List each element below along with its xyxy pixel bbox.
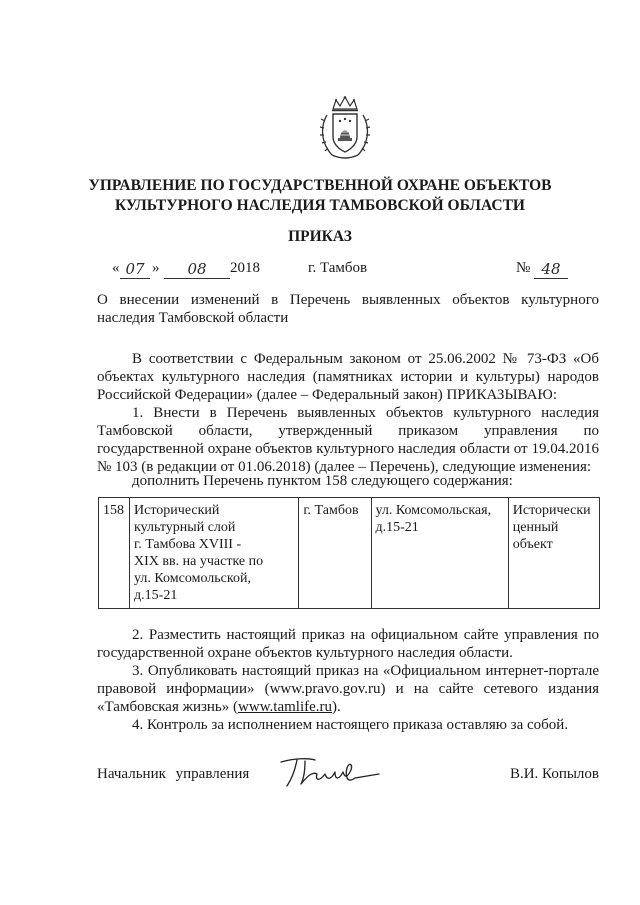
cell-object-name [130,498,299,609]
date-month: 08 [164,260,230,279]
date-number-line [112,260,596,280]
item-1-paragraph: 1. Внести в Перечень выявленных объектов культурного наследия Тамбовской области, утвержденный приказом управления по государственной охране объектов культурного наследия области от 19.04.2016 № 103 (в редакции от 01.06.2018) (далее – Перечень), следующие изменения: [97,405,599,475]
cell-city: г. Тамбов [299,498,371,609]
item-4-paragraph: 4. Контроль за исполнением настоящего приказа оставляю за собой. [132,717,569,733]
signature-block [97,766,599,786]
tamlife-link[interactable]: www.tamlife.ru [238,699,333,715]
signer-position: Начальник управления [97,766,250,782]
order-number: 48 [534,260,568,279]
date-year: 2018 [230,260,260,276]
table-row [99,498,600,609]
organization-name-line1: УПРАВЛЕНИЕ ПО ГОСУДАРСТВЕННОЙ ОХРАНЕ ОБЪЕКТОВ [88,177,552,194]
number-label: № [516,260,531,276]
item-2-paragraph: 2. Разместить настоящий приказ на официальном сайте управления по государственной охране объектов культурного наследия области. [97,627,599,661]
preamble-paragraph: В соответствии с Федеральным законом от 25.06.2002 № 73-ФЗ «Об объектах культурного наследия (памятниках истории и культуры) народов Российской Федерации» (далее – Федеральный закон) ПРИКАЗЫВАЮ: [97,351,599,403]
category-text: Исторически ценный объект [512,503,591,552]
addition-table [98,497,600,609]
city: г. Тамбов [308,260,368,276]
address-text: ул. Комсомольская, д.15-21 [375,503,492,535]
object-name-text: Исторический культурный слой г. Тамбова XVIII - XIX вв. на участке по ул. Комсомольской, д.15-21 [134,503,264,603]
organization-name [60,176,580,216]
cell-number: 158 [99,498,130,609]
coat-of-arms-icon [318,95,372,163]
cell-address [371,498,508,609]
order-subject: О внесении изменений в Перечень выявленных объектов культурного наследия Тамбовской области [97,292,599,326]
item-1-sub-paragraph: дополнить Перечень пунктом 158 следующего содержания: [132,473,513,489]
signer-name: В.И. Копылов [509,766,599,782]
item-3-paragraph [97,662,599,716]
item-3-text-end: ). [332,699,341,715]
date-close-quote: » [152,260,160,276]
handwritten-signature-icon [275,752,385,790]
item-3-text-start: 3. Опубликовать настоящий приказ на «Официальном интернет-портале правовой информации» (www.pravo.gov.ru) и на сайте сетевого издания «Тамбовская жизнь» ( [97,663,599,715]
date-day: 07 [120,260,150,279]
date-open-quote: « [112,260,120,276]
cell-category [508,498,599,609]
organization-name-line2: КУЛЬТУРНОГО НАСЛЕДИЯ ТАМБОВСКОЙ ОБЛАСТИ [115,197,525,214]
document-type-title: ПРИКАЗ [288,228,352,245]
